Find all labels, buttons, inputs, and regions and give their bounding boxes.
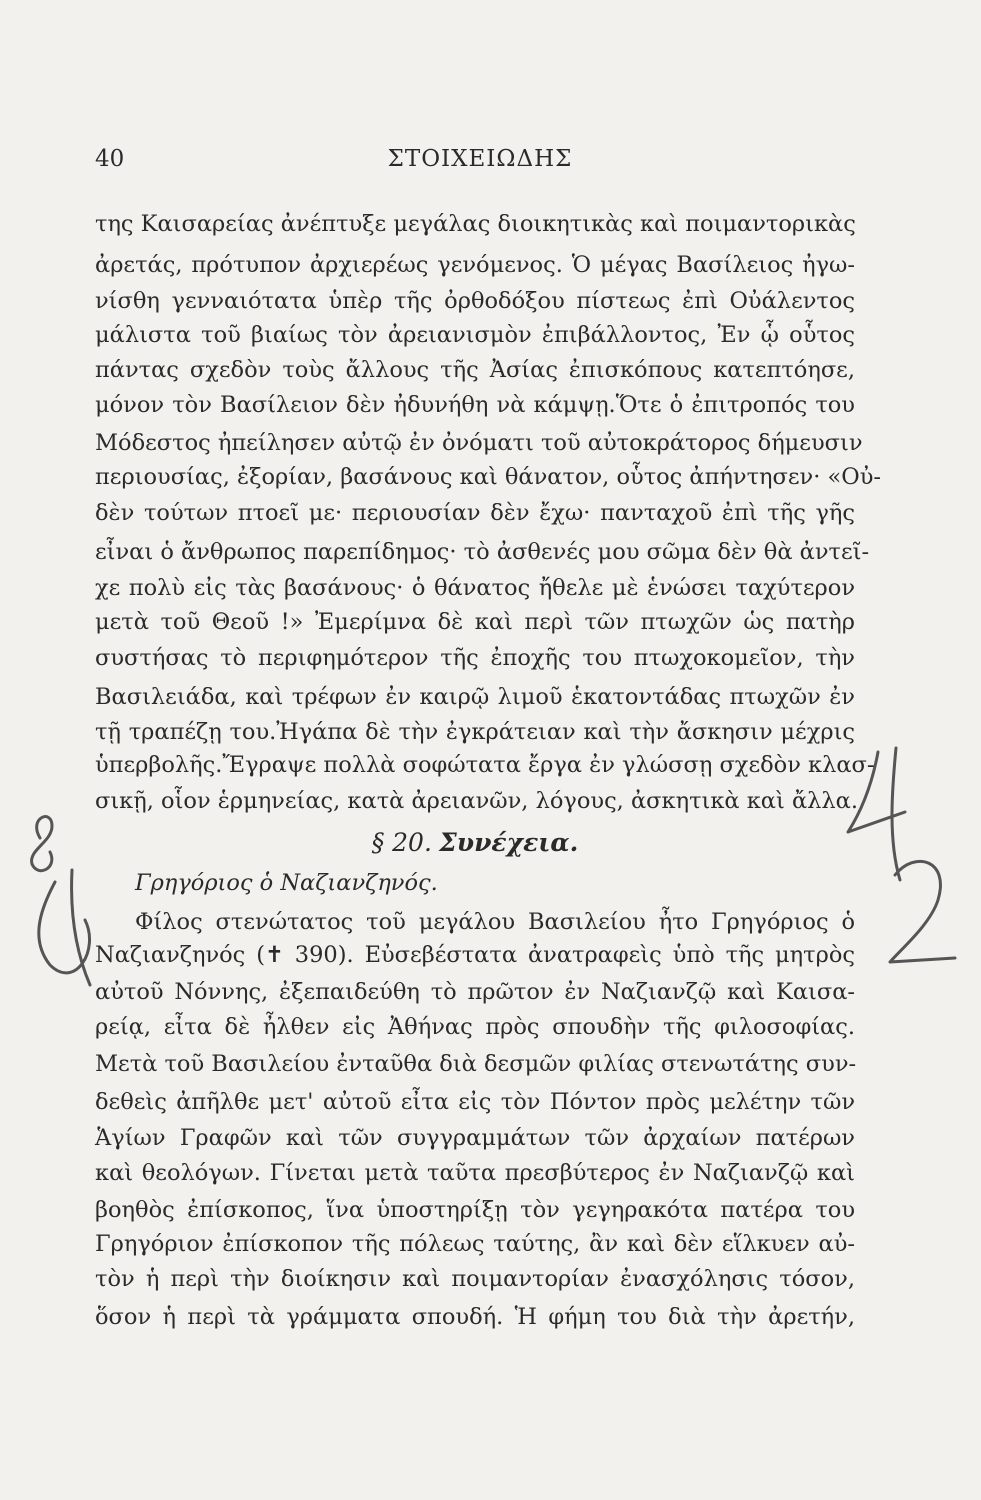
- text-line: Βασιλειάδα, καὶ τρέφων ἐν καιρῷ λιμοῦ ἑκατοντάδας πτωχῶν ἐν: [95, 684, 855, 710]
- text-line: συστήσας τὸ περιφημότερον τῆς ἐποχῆς του πτωχοκομεῖον, τὴν: [95, 645, 855, 671]
- text-line: Ναζιανζηνός (✝ 390). Εὐσεβέστατα ἀνατραφεὶς ὑπὸ τῆς μητρὸς: [95, 942, 855, 968]
- text-line: Μετὰ τοῦ Βασιλείου ἐνταῦθα διὰ δεσμῶν φιλίας στενωτάτης συν-: [95, 1051, 857, 1077]
- text-line: ἀρετάς, πρότυπον ἀρχιερέως γενόμενος. Ὁ μέγας Βασίλειος ἠγω-: [95, 252, 855, 278]
- text-line: μάλιστα τοῦ βιαίως τὸν ἀρειανισμὸν ἐπιβάλλοντος, Ἐν ᾧ οὗτος: [95, 322, 855, 348]
- section-number: § 20.: [371, 828, 432, 857]
- text-line: μόνον τὸν Βασίλειον δὲν ἠδυνήθη νὰ κάμψῃ.Ὅτε ὁ ἐπιτροπός του: [95, 392, 855, 418]
- section-title: Συνέχεια.: [439, 828, 579, 857]
- text-line: Γρηγόριον ἐπίσκοπον τῆς πόλεως ταύτης, ἂν καὶ δὲν εἵλκυεν αὐ-: [95, 1231, 855, 1257]
- margin-handwritten-four: [39, 870, 90, 985]
- margin-handwritten-mark: [848, 748, 905, 880]
- text-line: δὲν τούτων πτοεῖ με· περιουσίαν δὲν ἔχω· πανταχοῦ ἐπὶ τῆς γῆς: [95, 500, 855, 526]
- page-number: 40: [95, 146, 125, 172]
- text-line: ρείᾳ, εἶτα δὲ ἦλθεν εἰς Ἀθήνας πρὸς σπουδὴν τῆς φιλοσοφίας.: [95, 1014, 855, 1040]
- text-line: τὸν ἡ περὶ τὴν διοίκησιν καὶ ποιμαντορίαν ἐνασχόλησις τόσον,: [95, 1266, 855, 1292]
- text-line: ὅσον ἡ περὶ τὰ γράμματα σπουδή. Ἡ φήμη του διὰ τὴν ἀρετήν,: [95, 1304, 855, 1330]
- text-line: της Καισαρείας ἀνέπτυξε μεγάλας διοικητικὰς καὶ ποιμαντορικὰς: [95, 211, 856, 237]
- text-line: μετὰ τοῦ Θεοῦ !» Ἐμερίμνα δὲ καὶ περὶ τῶν πτωχῶν ὡς πατὴρ: [95, 609, 855, 635]
- text-line: σικῇ, οἷον ἑρμηνείας, κατὰ ἀρειανῶν, λόγους, ἀσκητικὰ καὶ ἄλλα.: [95, 788, 859, 814]
- text-line: περιουσίας, ἐξορίαν, βασάνους καὶ θάνατον, οὗτος ἀπήντησεν· «Οὐ-: [95, 464, 881, 490]
- margin-handwritten-eight: [32, 817, 52, 871]
- text-line: Μόδεστος ἠπείλησεν αὐτῷ ἐν ὀνόματι τοῦ αὐτοκράτορος δήμευσιν: [95, 430, 863, 456]
- text-line: χε πολὺ εἰς τὰς βασάνους· ὁ θάνατος ἤθελε μὲ ἑνώσει ταχύτερον: [95, 575, 855, 601]
- text-line: εἶναι ὁ ἄνθρωπος παρεπίδημος· τὸ ἀσθενές μου σῶμα δὲν θὰ ἀντεῖ-: [95, 539, 870, 565]
- text-line: ὑπερβολῆς.Ἔγραψε πολλὰ σοφώτατα ἔργα ἐν γλώσσῃ σχεδὸν κλασ-: [95, 752, 875, 778]
- text-line: τῇ τραπέζῃ του.Ἠγάπα δὲ τὴν ἐγκράτειαν καὶ τὴν ἄσκησιν μέχρις: [95, 719, 855, 745]
- text-line: Ἁγίων Γραφῶν καὶ τῶν συγγραμμάτων τῶν ἀρχαίων πατέρων: [95, 1125, 855, 1151]
- text-line: αὐτοῦ Νόννης, ἐξεπαιδεύθη τὸ πρῶτον ἐν Ναζιανζῷ καὶ Καισα-: [95, 979, 855, 1005]
- text-line: βοηθὸς ἐπίσκοπος, ἵνα ὑποστηρίξῃ τὸν γεγηρακότα πατέρα του: [95, 1197, 855, 1223]
- text-line: Φίλος στενώτατος τοῦ μεγάλου Βασιλείου ἦτο Γρηγόριος ὁ: [135, 909, 855, 935]
- text-line: καὶ θεολόγων. Γίνεται μετὰ ταῦτα πρεσβύτερος ἐν Ναζιανζῷ καὶ: [95, 1160, 855, 1186]
- text-line: δεθεὶς ἀπῆλθε μετ' αὐτοῦ εἶτα εἰς τὸν Πόντον πρὸς μελέτην τῶν: [95, 1089, 855, 1115]
- subheading: Γρηγόριος ὁ Ναζιανζηνός.: [135, 870, 438, 896]
- text-line: νίσθη γενναιότατα ὑπὲρ τῆς ὀρθοδόξου πίστεως ἐπὶ Οὐάλεντος: [95, 288, 855, 314]
- running-title: ΣΤΟΙΧΕΙΩΔΗΣ: [387, 146, 573, 172]
- text-line: πάντας σχεδὸν τοὺς ἄλλους τῆς Ἀσίας ἐπισκόπους κατεπτόησε,: [95, 357, 855, 383]
